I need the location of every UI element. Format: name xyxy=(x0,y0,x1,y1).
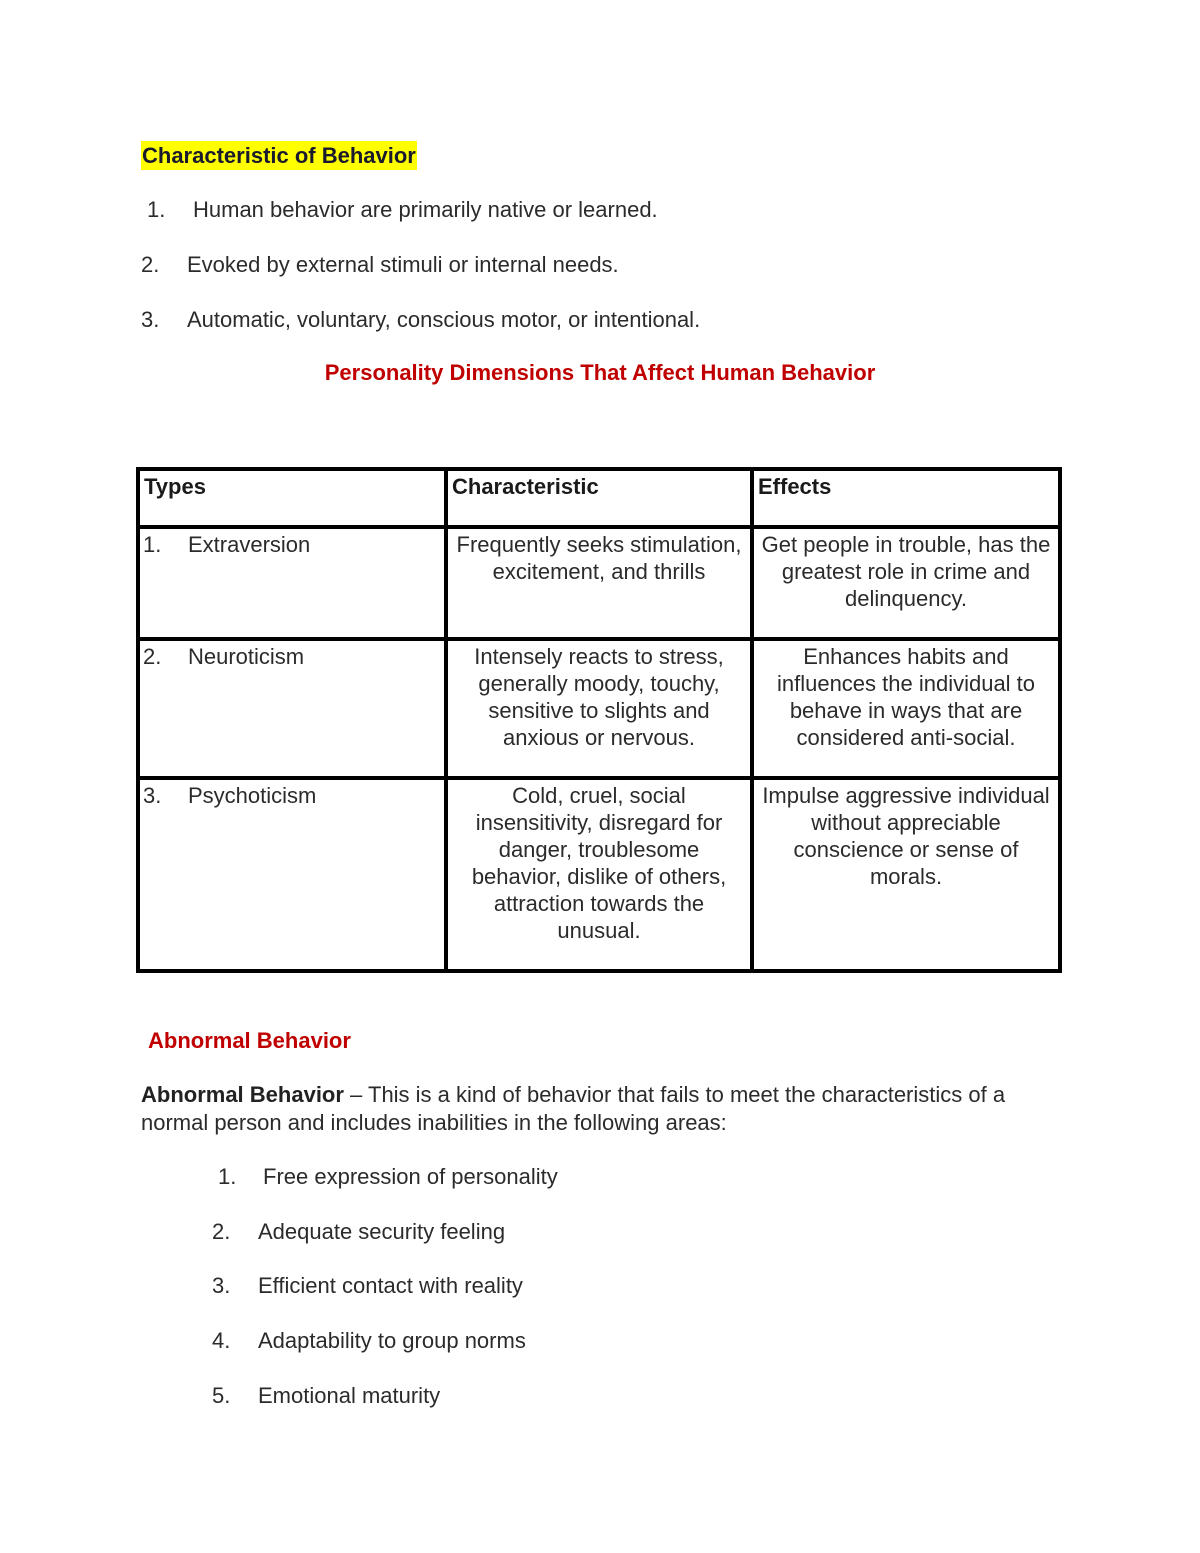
type-number: 1. xyxy=(143,532,162,557)
list-number: 1. xyxy=(147,197,166,222)
list-text: Efficient contact with reality xyxy=(258,1273,523,1298)
list-number: 3. xyxy=(141,307,160,332)
table-row xyxy=(138,527,1060,639)
effects-cell: Enhances habits and influences the individual to behave in ways that are considered anti-social. xyxy=(752,639,1060,778)
header-types: Types xyxy=(138,469,446,527)
list-text: Free expression of personality xyxy=(263,1164,558,1189)
characteristic-cell: Intensely reacts to stress, generally moody, touchy, sensitive to slights and anxious or nervous. xyxy=(446,639,752,778)
effects-cell: Impulse aggressive individual without appreciable conscience or sense of morals. xyxy=(752,778,1060,971)
list-number: 5. xyxy=(212,1383,231,1408)
type-cell xyxy=(138,527,446,639)
list-text: Automatic, voluntary, conscious motor, or intentional. xyxy=(187,307,701,332)
abnormal-behavior-title: Abnormal Behavior xyxy=(148,1028,351,1053)
type-cell xyxy=(138,778,446,971)
table-row xyxy=(138,778,1060,971)
list-text: Adequate security feeling xyxy=(258,1219,506,1244)
list-number: 1. xyxy=(218,1164,237,1189)
definition-term: Abnormal Behavior xyxy=(141,1082,344,1107)
list-number: 3. xyxy=(212,1273,231,1298)
type-label: Psychoticism xyxy=(188,783,317,808)
list-text: Evoked by external stimuli or internal needs. xyxy=(187,252,619,277)
list-number: 2. xyxy=(212,1219,231,1244)
personality-dimensions-title: Personality Dimensions That Affect Human Behavior xyxy=(324,360,876,385)
type-label: Extraversion xyxy=(188,532,311,557)
abnormal-behavior-definition xyxy=(141,1081,1061,1137)
characteristic-heading: Characteristic of Behavior xyxy=(142,143,416,168)
list-text: Adaptability to group norms xyxy=(258,1328,526,1353)
header-effects: Effects xyxy=(752,469,1060,527)
list-number: 4. xyxy=(212,1328,231,1353)
list-text: Human behavior are primarily native or learned. xyxy=(193,197,658,222)
list-text: Emotional maturity xyxy=(258,1383,441,1408)
table-header-row xyxy=(138,469,1060,527)
header-characteristic: Characteristic xyxy=(446,469,752,527)
personality-dimensions-table xyxy=(136,467,1062,973)
type-label: Neuroticism xyxy=(188,644,305,669)
characteristic-cell: Frequently seeks stimulation, excitement, and thrills xyxy=(446,527,752,639)
list-number: 2. xyxy=(141,252,160,277)
type-number: 3. xyxy=(143,783,162,808)
definition-text: – This is a kind of behavior that fails to meet the characteristics of a normal person and includes inabilities in the following areas: xyxy=(141,1082,1006,1135)
characteristic-cell: Cold, cruel, social insensitivity, disregard for danger, troublesome behavior, dislike of others, attraction towards the unusual. xyxy=(446,778,752,971)
effects-cell: Get people in trouble, has the greatest role in crime and delinquency. xyxy=(752,527,1060,639)
type-number: 2. xyxy=(143,644,162,669)
type-cell xyxy=(138,639,446,778)
table-row xyxy=(138,639,1060,778)
